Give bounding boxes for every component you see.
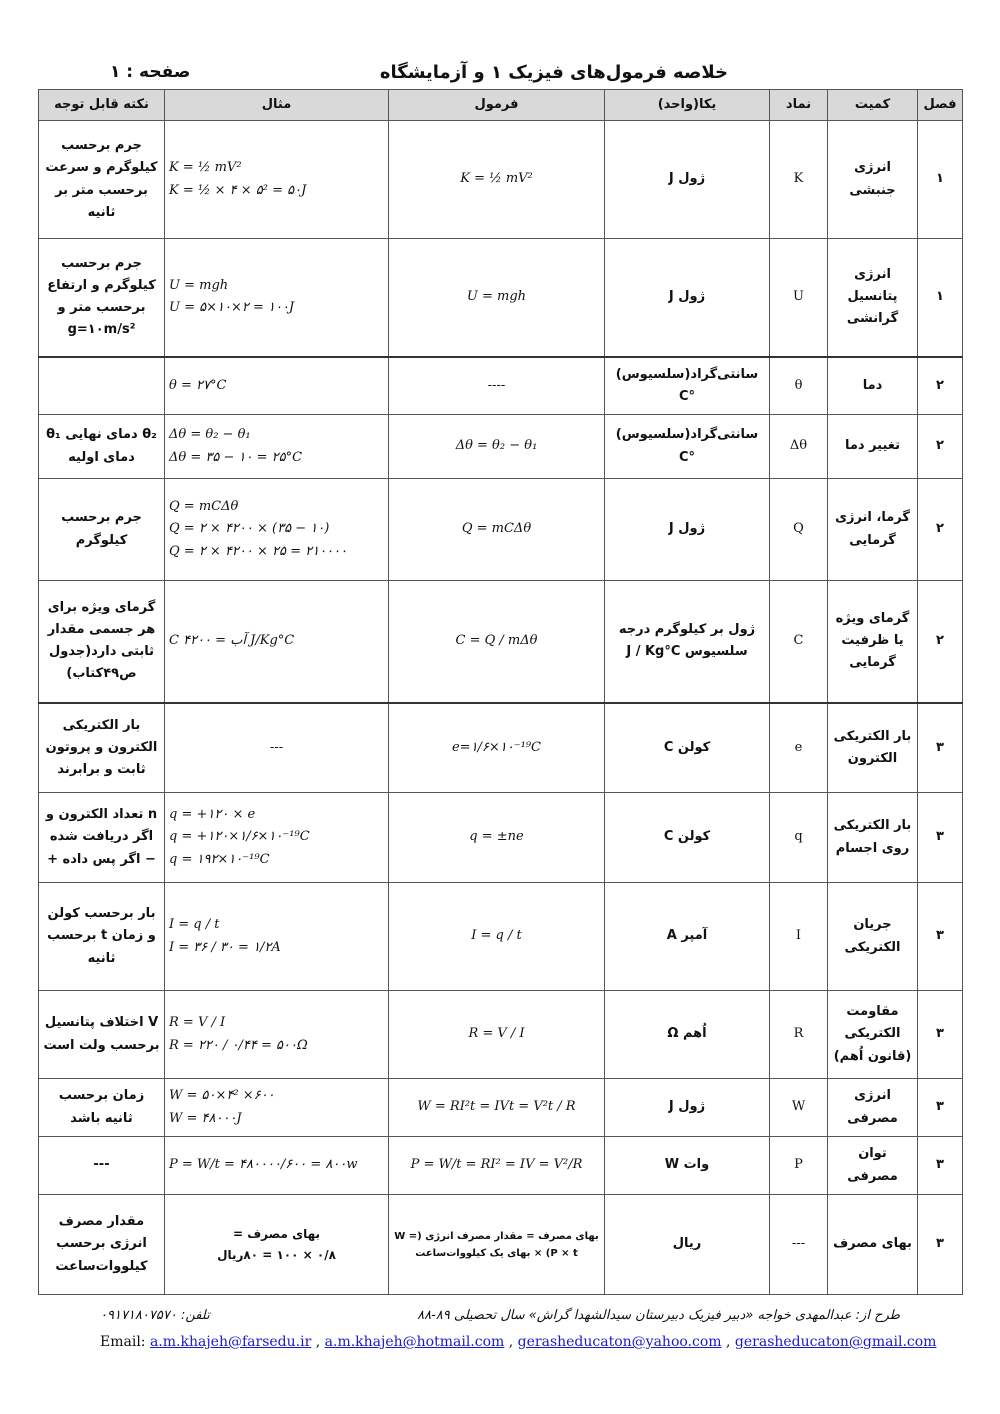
quantity-cell: بار الکتریکی الکترون <box>828 703 918 793</box>
example-cell <box>165 479 389 581</box>
chapter-cell: ۳ <box>918 991 963 1079</box>
email-link[interactable]: gerasheducaton@yahoo.com <box>517 1334 722 1350</box>
example-line: q = +۱۲۰×۱/۶×۱۰⁻¹⁹C <box>169 829 310 845</box>
example-line: ۰/۸ × ۱۰۰ = ۸۰ریال <box>217 1247 336 1262</box>
example-cell <box>165 883 389 991</box>
note-cell: جرم برحسب کیلوگرم و ارتفاع برحسب متر و g=۱۰m/s² <box>39 239 165 357</box>
symbol-cell: I <box>770 883 828 991</box>
email-link[interactable]: a.m.khajeh@farsedu.ir <box>149 1334 312 1350</box>
chapter-cell: ۲ <box>918 357 963 415</box>
example-line: Δθ = θ₂ − θ₁ <box>169 427 251 443</box>
note-cell: V اختلاف پتانسیل برحسب ولت است <box>39 991 165 1079</box>
example-line: I = ۳۶ / ۳۰ = ۱/۲A <box>169 939 281 955</box>
symbol-cell: U <box>770 239 828 357</box>
unit-cell: ژول J <box>605 121 770 239</box>
note-cell: --- <box>39 1137 165 1195</box>
formula-cell: ---- <box>389 357 605 415</box>
footer-credit: طرح از: عبدالمهدی خواجه «دبیر فیزیک دبیرستان سیدالشهدا گراش» سال تحصیلی ۸۹-۸۸ <box>417 1308 900 1323</box>
example-line: R = V / I <box>169 1015 226 1031</box>
example-cell <box>165 121 389 239</box>
unit-cell: اُهم Ω <box>605 991 770 1079</box>
quantity-cell: بار الکتریکی روی اجسام <box>828 793 918 883</box>
table-row <box>39 581 963 703</box>
formula-cell: Q = mCΔθ <box>389 479 605 581</box>
table-row <box>39 1195 963 1295</box>
formula-cell: e=۱/۶×۱۰⁻¹⁹C <box>389 703 605 793</box>
example-line: U = mgh <box>169 278 229 294</box>
unit-cell: ژول J <box>605 479 770 581</box>
example-cell <box>165 793 389 883</box>
formula-cell: I = q / t <box>389 883 605 991</box>
symbol-cell: Q <box>770 479 828 581</box>
quantity-cell: انرژی مصرفی <box>828 1079 918 1137</box>
table-row <box>39 1137 963 1195</box>
table-header-row <box>39 90 963 121</box>
chapter-cell: ۲ <box>918 479 963 581</box>
chapter-cell: ۱ <box>918 239 963 357</box>
note-cell: θ₂ دمای نهایی θ₁ دمای اولیه <box>39 415 165 479</box>
quantity-cell: انرژی پتانسیل گرانشی <box>828 239 918 357</box>
column-header-chapter: فصل <box>918 90 963 121</box>
quantity-cell: گرمای ویژه یا ظرفیت گرمایی <box>828 581 918 703</box>
formula-cell: R = V / I <box>389 991 605 1079</box>
formula-cell: U = mgh <box>389 239 605 357</box>
footer-phone: تلفن: ۰۹۱۷۱۸۰۷۵۷۰ <box>100 1308 210 1323</box>
symbol-cell: W <box>770 1079 828 1137</box>
note-cell: جرم برحسب کیلوگرم <box>39 479 165 581</box>
chapter-cell: ۳ <box>918 1195 963 1295</box>
example-line: Q = ۲ × ۴۲۰۰ × (۳۵ − ۱۰) <box>169 521 330 537</box>
unit-cell: سانتی‌گراد(سلسیوس) °C <box>605 357 770 415</box>
unit-cell: کولن C <box>605 703 770 793</box>
unit-cell: ریال <box>605 1195 770 1295</box>
formula-cell: P = W/t = RI² = IV = V²/R <box>389 1137 605 1195</box>
formula-table <box>38 89 963 1295</box>
example-line: U = ۵×۱۰×۲ = ۱۰۰J <box>169 300 295 316</box>
chapter-cell: ۳ <box>918 883 963 991</box>
example-cell <box>165 357 389 415</box>
example-line: بهای مصرف = <box>233 1227 320 1242</box>
symbol-cell: P <box>770 1137 828 1195</box>
example-line: Q = ۲ × ۴۲۰۰ × ۲۵ = ۲۱۰۰۰۰ <box>169 543 348 559</box>
unit-cell: ژول بر کیلوگرم درجه سلسیوس J / Kg°C <box>605 581 770 703</box>
chapter-cell: ۳ <box>918 703 963 793</box>
unit-cell: آمپر A <box>605 883 770 991</box>
note-cell: جرم برحسب کیلوگرم و سرعت برحسب متر بر ثانیه <box>39 121 165 239</box>
note-cell: زمان برحسب ثانیه باشد <box>39 1079 165 1137</box>
formula-cell: Δθ = θ₂ − θ₁ <box>389 415 605 479</box>
example-line: R = ۲۲۰ / ۰/۴۴ = ۵۰۰Ω <box>169 1037 308 1053</box>
note-cell: بار الکتریکی الکترون و پروتون ثابت و برابرند <box>39 703 165 793</box>
quantity-cell: جریان الکتریکی <box>828 883 918 991</box>
formula-cell: W = RI²t = IVt = V²t / R <box>389 1079 605 1137</box>
unit-cell: سانتی‌گراد(سلسیوس) °C <box>605 415 770 479</box>
page-header <box>0 62 1000 92</box>
example-line: W = ۵۰×۴² ×۶۰۰ <box>169 1088 275 1104</box>
table-row <box>39 883 963 991</box>
chapter-cell: ۳ <box>918 1079 963 1137</box>
table-row <box>39 793 963 883</box>
table-row <box>39 357 963 415</box>
note-cell: مقدار مصرف انرژی برحسب کیلووات‌ساعت <box>39 1195 165 1295</box>
table-row <box>39 415 963 479</box>
column-header-note: نکته قابل توجه <box>39 90 165 121</box>
unit-cell: کولن C <box>605 793 770 883</box>
symbol-cell: --- <box>770 1195 828 1295</box>
formula-cell: بهای مصرف = مقدار مصرف انرژی (W = P × t) × بهای یک کیلووات‌ساعت <box>389 1195 605 1295</box>
example-line: P = W/t = ۴۸۰۰۰۰/۶۰۰ = ۸۰۰w <box>169 1157 358 1173</box>
example-cell <box>165 703 389 793</box>
table-row <box>39 121 963 239</box>
email-link[interactable]: a.m.khajeh@hotmail.com <box>324 1334 505 1350</box>
symbol-cell: θ <box>770 357 828 415</box>
email-link[interactable]: gerasheducaton@gmail.com <box>734 1334 937 1350</box>
example-cell <box>165 1079 389 1137</box>
chapter-cell: ۳ <box>918 1137 963 1195</box>
unit-cell: ژول J <box>605 239 770 357</box>
formula-cell: K = ½ mV² <box>389 121 605 239</box>
quantity-cell: مقاومت الکتریکی (قانون اُهم) <box>828 991 918 1079</box>
column-header-formula: فرمول <box>389 90 605 121</box>
example-line: W = ۴۸۰۰۰J <box>169 1110 242 1126</box>
example-line: θ = ۲۷°C <box>169 377 227 393</box>
example-cell <box>165 1137 389 1195</box>
table-row <box>39 1079 963 1137</box>
example-cell <box>165 1195 389 1295</box>
quantity-cell: بهای مصرف <box>828 1195 918 1295</box>
note-cell: گرمای ویژه برای هر جسمی مقدار ثابتی دارد(جدول ص۴۹کتاب) <box>39 581 165 703</box>
chapter-cell: ۲ <box>918 415 963 479</box>
email-label: Email: <box>100 1334 146 1350</box>
example-line: I = q / t <box>169 917 220 933</box>
page-title: خلاصه فرمول‌های فیزیک ۱ و آزمایشگاه <box>379 62 728 83</box>
symbol-cell: K <box>770 121 828 239</box>
unit-cell: وات W <box>605 1137 770 1195</box>
column-header-example: مثال <box>165 90 389 121</box>
formula-cell: C = Q / mΔθ <box>389 581 605 703</box>
example-cell <box>165 991 389 1079</box>
quantity-cell: انرژی جنبشی <box>828 121 918 239</box>
example-line: Δθ = ۳۵ − ۱۰ = ۲۵°C <box>169 449 303 465</box>
symbol-cell: e <box>770 703 828 793</box>
chapter-cell: ۱ <box>918 121 963 239</box>
quantity-cell: گرما، انرژی گرمایی <box>828 479 918 581</box>
chapter-cell: ۳ <box>918 793 963 883</box>
table-row <box>39 239 963 357</box>
quantity-cell: توان مصرفی <box>828 1137 918 1195</box>
unit-cell: ژول J <box>605 1079 770 1137</box>
column-header-symbol: نماد <box>770 90 828 121</box>
note-cell: بار برحسب کولن و زمان t برحسب ثانیه <box>39 883 165 991</box>
example-line: q = +۱۲۰ × e <box>169 807 256 823</box>
page-number: صفحه : ۱ <box>110 62 191 82</box>
note-cell: n تعداد الکترون و اگر دریافت شده − اگر پس داده + <box>39 793 165 883</box>
symbol-cell: Δθ <box>770 415 828 479</box>
symbol-cell: C <box>770 581 828 703</box>
note-cell <box>39 357 165 415</box>
example-line: --- <box>269 739 284 755</box>
table-row <box>39 991 963 1079</box>
example-cell <box>165 239 389 357</box>
example-cell <box>165 415 389 479</box>
quantity-cell: دما <box>828 357 918 415</box>
table-row <box>39 479 963 581</box>
formula-cell: q = ±ne <box>389 793 605 883</box>
symbol-cell: q <box>770 793 828 883</box>
column-header-unit: یکا(واحد) <box>605 90 770 121</box>
quantity-cell: تغییر دما <box>828 415 918 479</box>
example-line: K = ½ mV² <box>169 160 242 176</box>
example-line: C آب = ۴۲۰۰ J/Kg°C <box>169 633 295 649</box>
footer-emails: Email: a.m.khajeh@farsedu.ir , a.m.khajeh@hotmail.com , gerasheducaton@yahoo.com , gerasheducaton@gmail.com <box>100 1334 937 1350</box>
chapter-cell: ۲ <box>918 581 963 703</box>
example-line: K = ½ × ۴ × ۵² = ۵۰J <box>169 182 307 198</box>
table-row <box>39 703 963 793</box>
column-header-quantity: کمیت <box>828 90 918 121</box>
example-cell <box>165 581 389 703</box>
symbol-cell: R <box>770 991 828 1079</box>
example-line: Q = mCΔθ <box>169 499 239 515</box>
example-line: q = ۱۹۲×۱۰⁻¹⁹C <box>169 851 270 867</box>
